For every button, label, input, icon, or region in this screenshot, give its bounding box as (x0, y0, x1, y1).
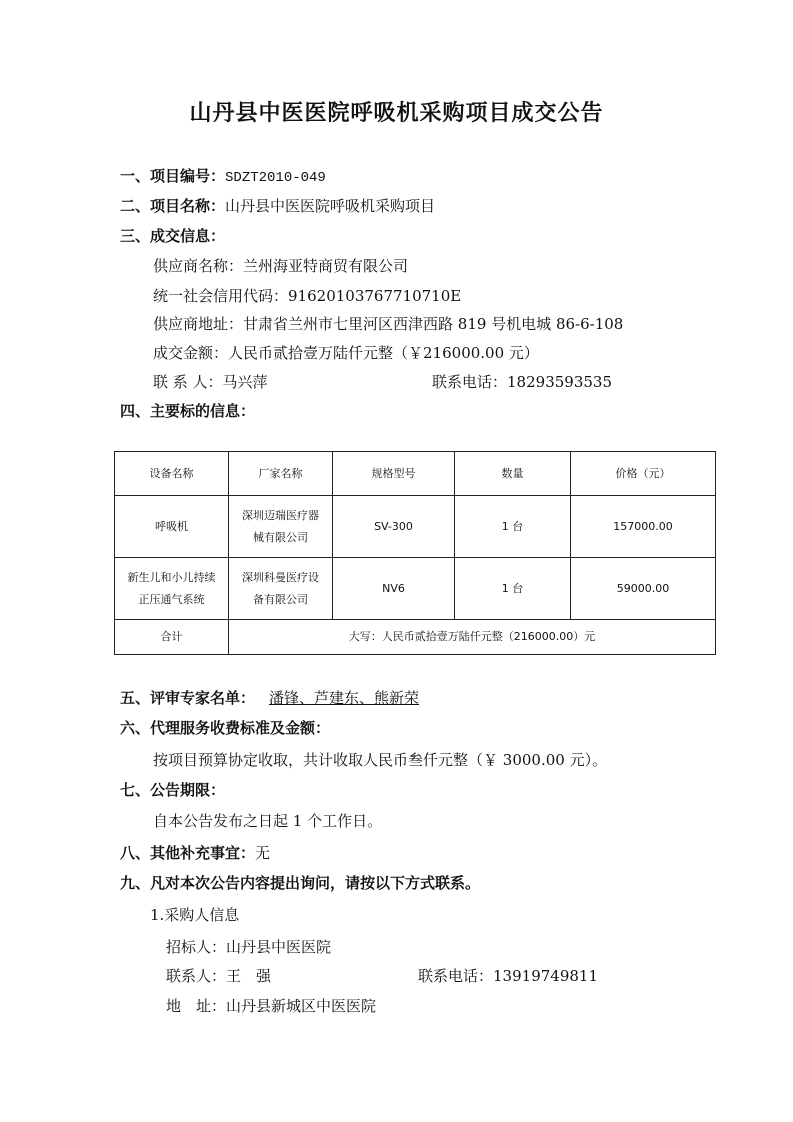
price-cell: 59000.00 (571, 558, 716, 620)
project-name-line (120, 196, 435, 216)
maker-line: 械有限公司 (253, 530, 308, 544)
supplier-address-line (153, 314, 623, 334)
total-label-cell: 合计 (115, 620, 229, 655)
buyer-contact-line (166, 966, 271, 986)
other-matters-label: 八、其他补充事宜： (120, 844, 256, 862)
agency-fee-text: 按项目预算协定收取，共计收取人民币叁仟元整（￥ 3000.00 元）。 (153, 751, 608, 769)
device-name-line: 正压通气系统 (138, 592, 205, 606)
items-table (114, 451, 716, 655)
agency-fee-heading: 六、代理服务收费标准及金额： (120, 719, 331, 737)
device-name-cell: 呼吸机 (115, 496, 229, 558)
model-cell: SV-300 (333, 496, 455, 558)
tenderer-value: 山丹县中医医院 (226, 938, 332, 956)
quantity-cell: 1 台 (455, 558, 571, 620)
table-header-cell: 厂家名称 (229, 452, 333, 496)
tenderer-label: 招标人： (166, 938, 227, 956)
experts-label: 五、评审专家名单： (120, 689, 256, 707)
total-value-cell: 大写：人民币贰拾壹万陆仟元整（216000.00）元 (229, 620, 716, 655)
deal-amount-value: 人民币贰拾壹万陆仟元整（￥216000.00 元） (228, 344, 539, 362)
deal-info-heading: 三、成交信息： (120, 227, 226, 245)
device-name-cell (115, 558, 229, 620)
credit-code-label: 统一社会信用代码： (153, 287, 289, 305)
other-matters-line (120, 843, 270, 863)
maker-line: 深圳科曼医疗设 (242, 570, 319, 584)
page-title: 山丹县中医医院呼吸机采购项目成交公告 (189, 101, 604, 126)
supplier-phone-line (432, 372, 612, 392)
table-header-cell: 设备名称 (115, 452, 229, 496)
project-number-label: 一、项目编号： (120, 167, 226, 185)
deal-amount-label: 成交金额： (153, 344, 229, 362)
notice-period-heading: 七、公告期限： (120, 781, 226, 799)
table-row (115, 496, 716, 558)
other-matters-value: 无 (255, 844, 271, 862)
supplier-name-label: 供应商名称： (153, 257, 244, 275)
maker-cell (229, 496, 333, 558)
table-total-row (115, 620, 716, 655)
maker-line: 深圳迈瑞医疗器 (242, 508, 319, 522)
model-cell: NV6 (333, 558, 455, 620)
buyer-section-title: 1.采购人信息 (150, 906, 240, 924)
experts-line (120, 688, 437, 708)
quantity-cell: 1 台 (455, 496, 571, 558)
project-name-value: 山丹县中医医院呼吸机采购项目 (225, 197, 436, 215)
buyer-phone-value: 13919749811 (493, 967, 598, 985)
table-header-cell: 数量 (455, 452, 571, 496)
price-cell: 157000.00 (571, 496, 716, 558)
maker-line: 备有限公司 (253, 592, 308, 606)
experts-value: 潘锋、芦建东、熊新荣 (269, 689, 420, 707)
main-items-heading: 四、主要标的信息： (120, 402, 256, 420)
buyer-phone-label: 联系电话： (418, 967, 494, 985)
project-name-label: 二、项目名称： (120, 197, 226, 215)
buyer-address-value: 山丹县新城区中医医院 (226, 997, 377, 1015)
credit-code-value: 91620103767710710E (288, 287, 462, 305)
tenderer-line (166, 937, 331, 957)
contact-heading: 九、凡对本次公告内容提出询问，请按以下方式联系。 (120, 874, 481, 892)
table-header-cell: 价格（元） (571, 452, 716, 496)
buyer-contact-value: 王 强 (226, 967, 272, 985)
supplier-name-line (153, 256, 408, 276)
table-header-row (115, 452, 716, 496)
supplier-contact-label: 联 系 人： (153, 373, 223, 391)
deal-amount-line (153, 343, 539, 363)
supplier-contact-line (153, 372, 268, 392)
project-number-line (120, 166, 326, 188)
table-row (115, 558, 716, 620)
buyer-phone-line (418, 966, 598, 986)
supplier-name-value: 兰州海亚特商贸有限公司 (243, 257, 409, 275)
supplier-phone-value: 18293593535 (507, 373, 612, 391)
supplier-address-label: 供应商地址： (153, 315, 244, 333)
buyer-address-label: 地 址： (166, 997, 227, 1015)
table-header-cell: 规格型号 (333, 452, 455, 496)
credit-code-line (153, 286, 461, 306)
buyer-address-line (166, 996, 376, 1016)
supplier-phone-label: 联系电话： (432, 373, 508, 391)
maker-cell (229, 558, 333, 620)
notice-period-text: 自本公告发布之日起 1 个工作日。 (153, 812, 383, 830)
buyer-contact-label: 联系人： (166, 967, 227, 985)
device-name-line: 新生儿和小儿持续 (127, 570, 216, 584)
supplier-address-value: 甘肃省兰州市七里河区西津西路 819 号机电城 86-6-108 (243, 315, 624, 333)
project-number-value: SDZT2010-049 (225, 170, 326, 186)
supplier-contact-value: 马兴萍 (222, 373, 268, 391)
